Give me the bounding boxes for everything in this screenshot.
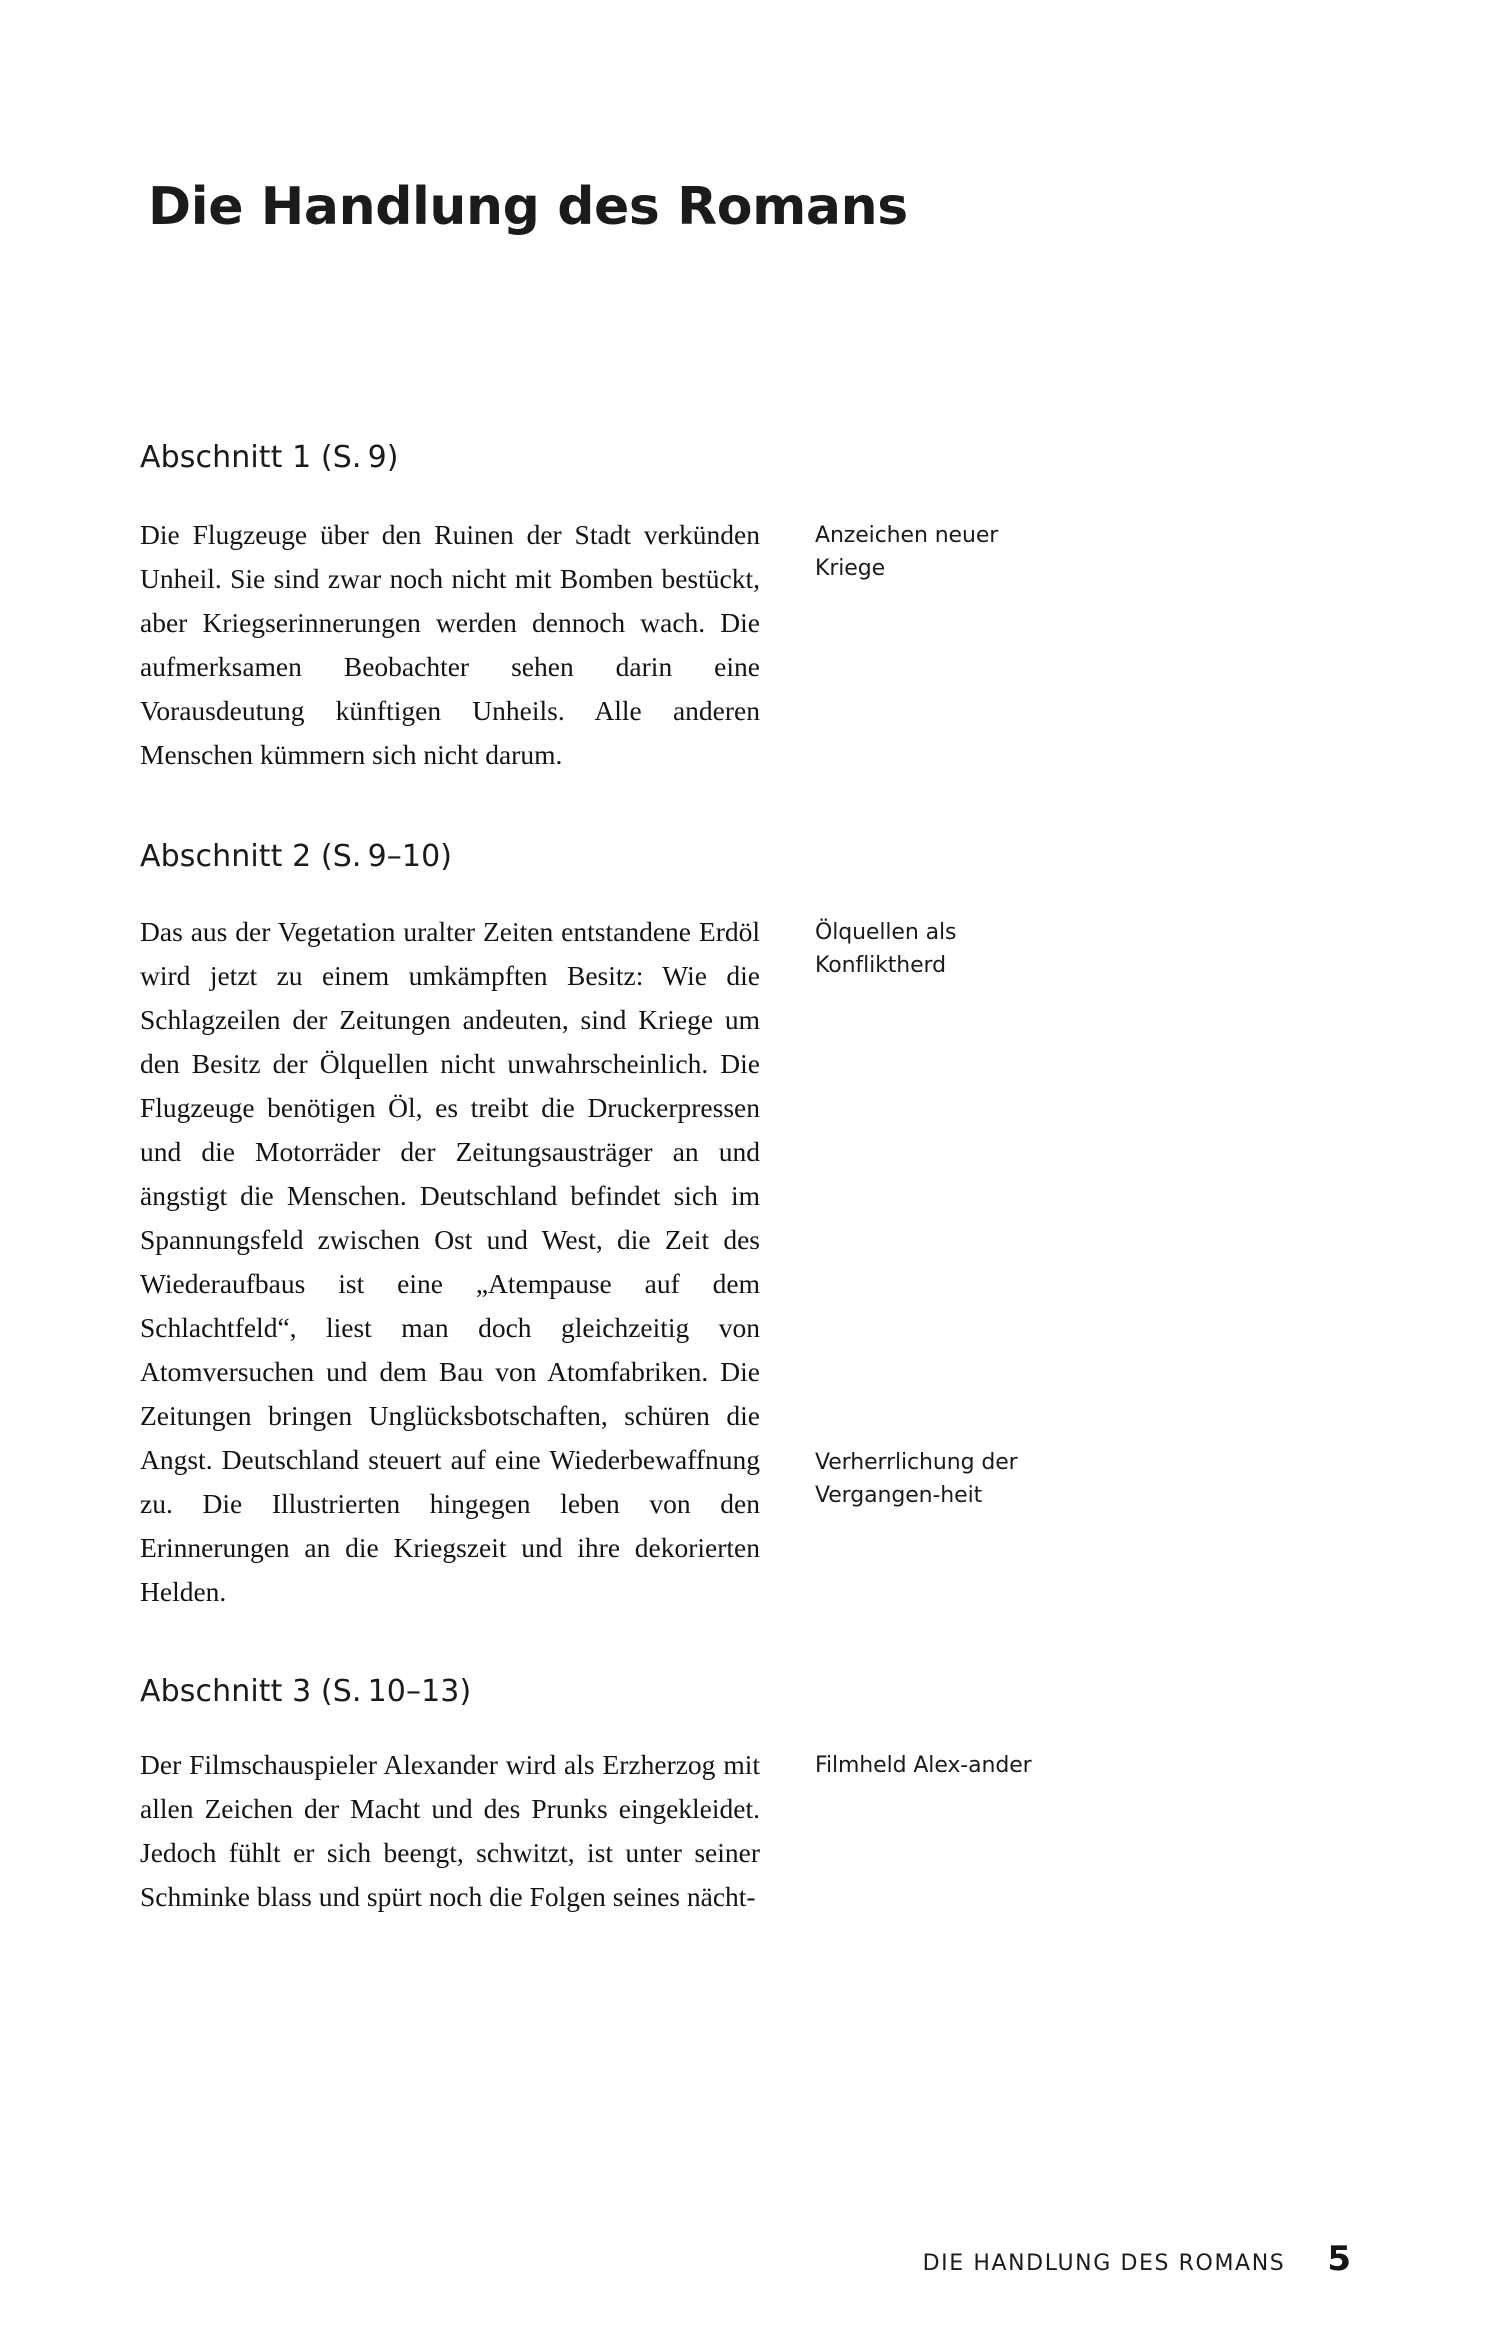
section-1 (0, 440, 1501, 777)
section-3-row (0, 1743, 1501, 1919)
section-2 (0, 839, 1501, 1614)
section-3-body (140, 1743, 760, 1919)
section-3 (0, 1674, 1501, 1919)
section-3-paragraph: Der Filmschauspieler Alexander wird als Erzherzog mit allen Zeichen der Macht und des Prunks eingekleidet. Jedoch fühlt er sich beengt, schwitzt, ist unter seiner Schminke blass und spürt noch die Folgen seines nächt- (140, 1749, 760, 1912)
section-1-paragraph: Die Flugzeuge über den Ruinen der Stadt verkünden Unheil. Sie sind zwar noch nicht mit Bomben bestückt, aber Kriegserinnerungen werden dennoch wach. Die aufmerksamen Beobachter sehen darin eine Vorausdeutung künftigen Unheils. Alle anderen Menschen kümmern sich nicht darum. (140, 519, 760, 770)
page-content (0, 440, 1501, 1919)
section-2-row (0, 910, 1501, 1614)
section-1-row (0, 513, 1501, 777)
section-2-paragraph: Das aus der Vegetation uralter Zeiten entstandene Erdöl wird jetzt zu einem umkämpften Besitz: Wie die Schlagzeilen der Zeitungen andeuten, sind Kriege um den Besitz der Ölquellen nicht unwahrscheinlich. Die Flugzeuge benötigen Öl, es treibt die Druckerpressen und die Motorräder der Zeitungsausträger an und ängstigt die Menschen. Deutschland befindet sich im Spannungsfeld zwischen Ost und West, die Zeit des Wiederaufbaus ist eine „Atempause auf dem Schlachtfeld“, liest man doch gleichzeitig von Atomversuchen und dem Bau von Atomfabriken. Die Zeitungen bringen Unglücksbotschaften, schüren die Angst. Deutschland steuert auf eine Wiederbewaffnung zu. Die Illustrierten hingegen leben von den Erinnerungen an die Kriegszeit und ihre dekorierten Helden. (140, 916, 760, 1607)
page-title: Die Handlung des Romans (148, 176, 908, 237)
section-2-heading: Abschnitt 2 (S. 9–10) (140, 839, 453, 874)
footer-inner (923, 2239, 1351, 2279)
margin-note-anzeichen-neuer-kriege: Anzeichen neuer Kriege (815, 523, 999, 581)
footer-running-title: DIE HANDLUNG DES ROMANS (922, 2251, 1286, 2276)
section-3-heading: Abschnitt 3 (S. 10–13) (140, 1674, 472, 1709)
margin-note-oelquellen-als-konfliktherd: Ölquellen als Konfliktherd (815, 920, 957, 978)
margin-note-verherrlichung-der-vergangenheit: Verherrlichung der Vergangen-​heit (815, 1450, 1018, 1508)
section-1-heading: Abschnitt 1 (S. 9) (140, 440, 399, 475)
section-2-body (140, 910, 760, 1614)
footer-page-number: 5 (1327, 2239, 1351, 2279)
section-1-body (140, 513, 760, 777)
margin-note-filmheld-alexander: Filmheld Alex-​ander (815, 1753, 1032, 1778)
page-footer (0, 2219, 1501, 2279)
